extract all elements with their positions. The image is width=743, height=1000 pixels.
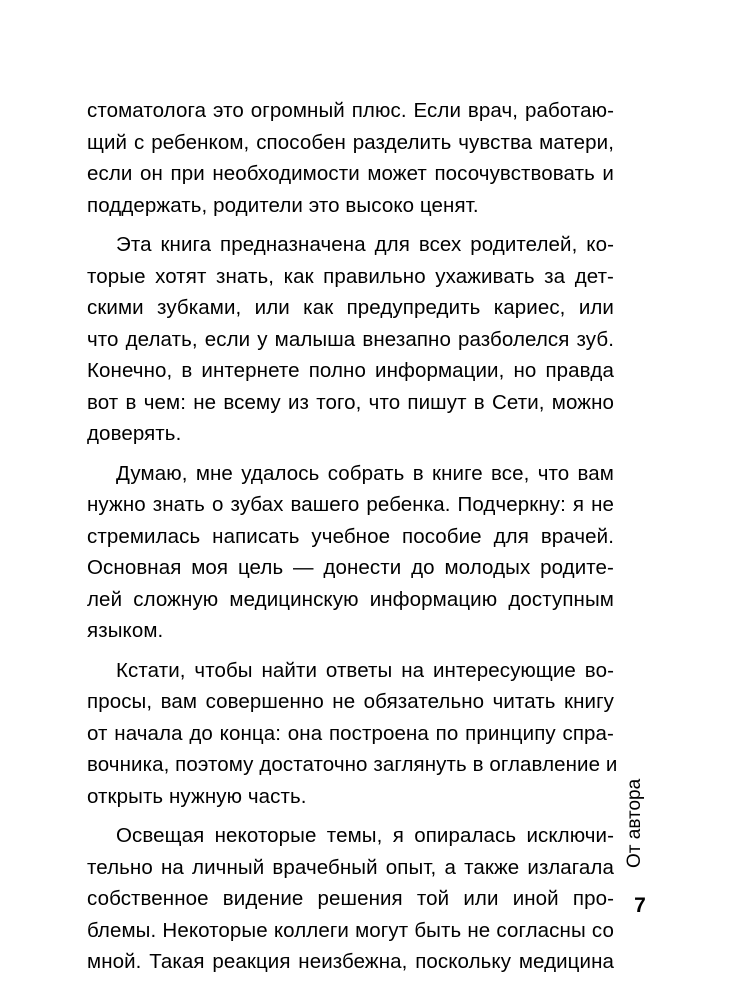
text-line: если он при необходимости может посочувствовать и	[87, 162, 614, 185]
text-line: языком.	[87, 619, 164, 642]
text-line: лей сложную медицинскую информацию доступным	[87, 587, 614, 611]
text-line: стоматолога это огромный плюс. Если врач, работаю-	[87, 99, 614, 122]
text-line: поддержать, родители это высоко ценят.	[87, 193, 479, 217]
text-line: Основная моя цель — донести до молодых родите-	[87, 556, 614, 579]
text-line: нужно знать о зубах вашего ребенка. Подчеркну: я не	[87, 493, 614, 516]
text-line: открыть нужную часть.	[87, 784, 307, 808]
text-line: доверять.	[87, 422, 182, 445]
text-line: мной. Такая реакция неизбежна, поскольку медицина	[87, 950, 614, 973]
text-line: Думаю, мне удалось собрать в книге все, что вам	[116, 461, 614, 485]
paragraph-4	[87, 655, 618, 813]
text-line: Освещая некоторые темы, я опиралась исключи-	[116, 824, 614, 847]
text-line: щий с ребенком, способен разделить чувства матери,	[87, 130, 614, 154]
text-line: от начала до конца: она построена по принципу спра-	[87, 721, 614, 745]
text-line: Кстати, чтобы найти ответы на интересующие во-	[116, 658, 614, 682]
paragraph-3	[87, 458, 614, 647]
text-line: что делать, если у малыша внезапно разболелся зуб.	[87, 327, 614, 351]
text-line: блемы. Некоторые коллеги могут быть не согласны со	[87, 918, 614, 942]
paragraph-1	[87, 95, 614, 221]
text-line: просы, вам совершенно не обязательно читать книгу	[87, 690, 614, 713]
text-line: тельно на личный врачебный опыт, а также излагала	[87, 855, 614, 879]
page-number: 7	[634, 894, 646, 917]
running-head: От автора	[624, 778, 645, 868]
text-line: стремилась написать учебное пособие для врачей.	[87, 524, 614, 548]
paragraph-5	[87, 820, 614, 978]
text-line: Эта книга предназначена для всех родителей, ко-	[116, 233, 614, 256]
text-line: вочника, поэтому достаточно заглянуть в оглавление и	[87, 753, 618, 776]
text-line: торые хотят знать, как правильно ухаживать за дет-	[87, 264, 614, 288]
paragraph-2	[87, 229, 614, 450]
body-text	[87, 95, 618, 986]
text-line: собственное видение решения той или иной про-	[87, 887, 614, 910]
text-line: скими зубками, или как предупредить кариес, или	[87, 296, 614, 319]
text-line: Конечно, в интернете полно информации, но правда	[87, 359, 614, 382]
text-line: вот в чем: не всему из того, что пишут в Сети, можно	[87, 390, 614, 414]
